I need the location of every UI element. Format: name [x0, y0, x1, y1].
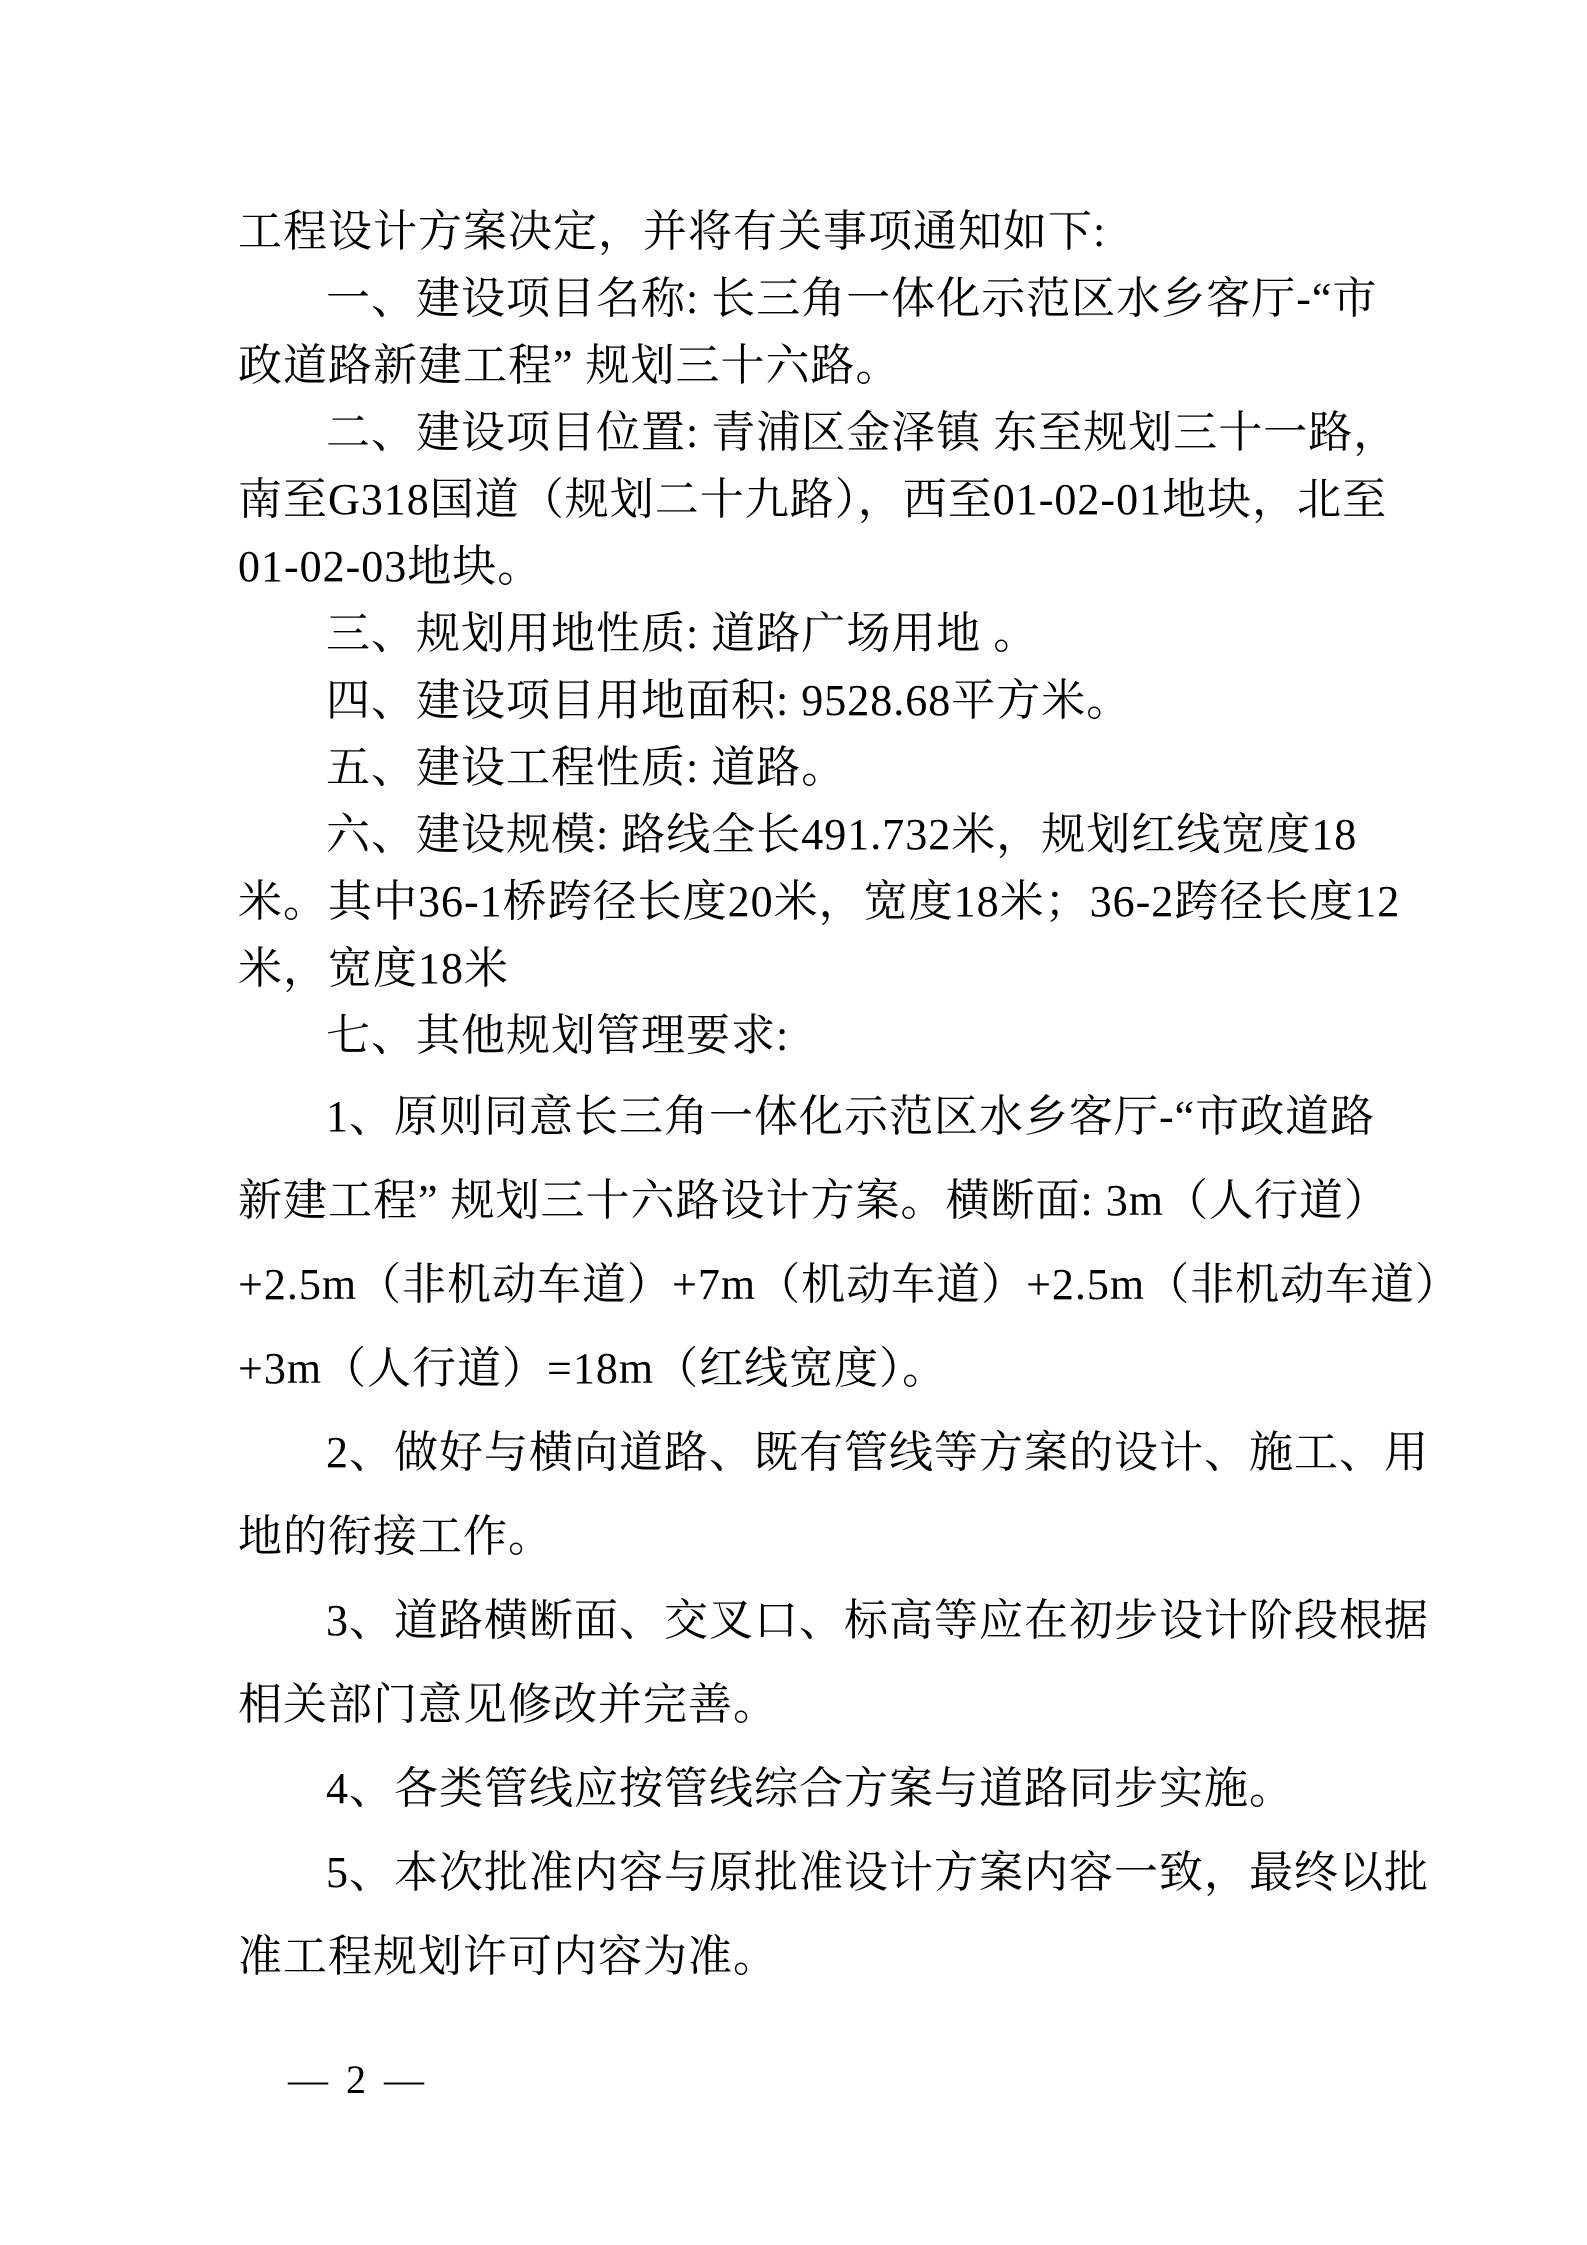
- document-body: [238, 198, 1467, 1999]
- doc-line-23: 5、本次批准内容与原批准设计方案内容一致，最终以批: [326, 1848, 1429, 1897]
- doc-line-22: 4、各类管线应按管线综合方案与道路同步实施。: [326, 1764, 1294, 1813]
- doc-line-05: 南至G318国道（规划二十九路），西至01-02-01地块，北至: [238, 475, 1388, 524]
- doc-line-20: 3、道路横断面、交叉口、标高等应在初步设计阶段根据: [326, 1596, 1429, 1645]
- doc-line-01: 工程设计方案决定，并将有关事项通知如下:: [238, 207, 1107, 256]
- doc-line-08: 四、建设项目用地面积: 9528.68平方米。: [326, 676, 1132, 725]
- doc-line-21: 相关部门意见修改并完善。: [238, 1680, 778, 1729]
- doc-line-18: 2、做好与横向道路、既有管线等方案的设计、施工、用: [326, 1428, 1429, 1477]
- doc-line-11: 米。其中36-1桥跨径长度20米，宽度18米；36-2跨径长度12: [238, 877, 1401, 926]
- doc-line-17: +3m（人行道）=18m（红线宽度）。: [238, 1344, 948, 1393]
- doc-line-09: 五、建设工程性质: 道路。: [326, 743, 847, 792]
- doc-line-13: 七、其他规划管理要求:: [326, 1011, 790, 1060]
- doc-line-06: 01-02-03地块。: [238, 542, 543, 591]
- page-number: — 2 —: [288, 2057, 428, 2102]
- doc-line-24: 准工程规划许可内容为准。: [238, 1932, 778, 1981]
- doc-line-03: 政道路新建工程” 规划三十六路。: [238, 341, 901, 390]
- doc-line-10: 六、建设规模: 路线全长491.732米，规划红线宽度18: [326, 810, 1358, 859]
- doc-line-04: 二、建设项目位置: 青浦区金泽镇 东至规划三十一路，: [326, 408, 1399, 457]
- doc-line-16: +2.5m（非机动车道）+7m（机动车道）+2.5m（非机动车道）: [238, 1260, 1461, 1309]
- doc-line-19: 地的衔接工作。: [238, 1512, 553, 1561]
- doc-line-12: 米，宽度18米: [238, 944, 509, 993]
- section-sub-items: [238, 1075, 1467, 1999]
- doc-line-07: 三、规划用地性质: 道路广场用地 。: [326, 609, 1039, 658]
- doc-line-02: 一、建设项目名称: 长三角一体化示范区水乡客厅-“市: [326, 274, 1378, 323]
- doc-line-15: 新建工程” 规划三十六路设计方案。横断面: 3m（人行道）: [238, 1176, 1389, 1225]
- section-main-items: [238, 198, 1467, 1069]
- doc-line-14: 1、原则同意长三角一体化示范区水乡客厅-“市政道路: [326, 1092, 1376, 1141]
